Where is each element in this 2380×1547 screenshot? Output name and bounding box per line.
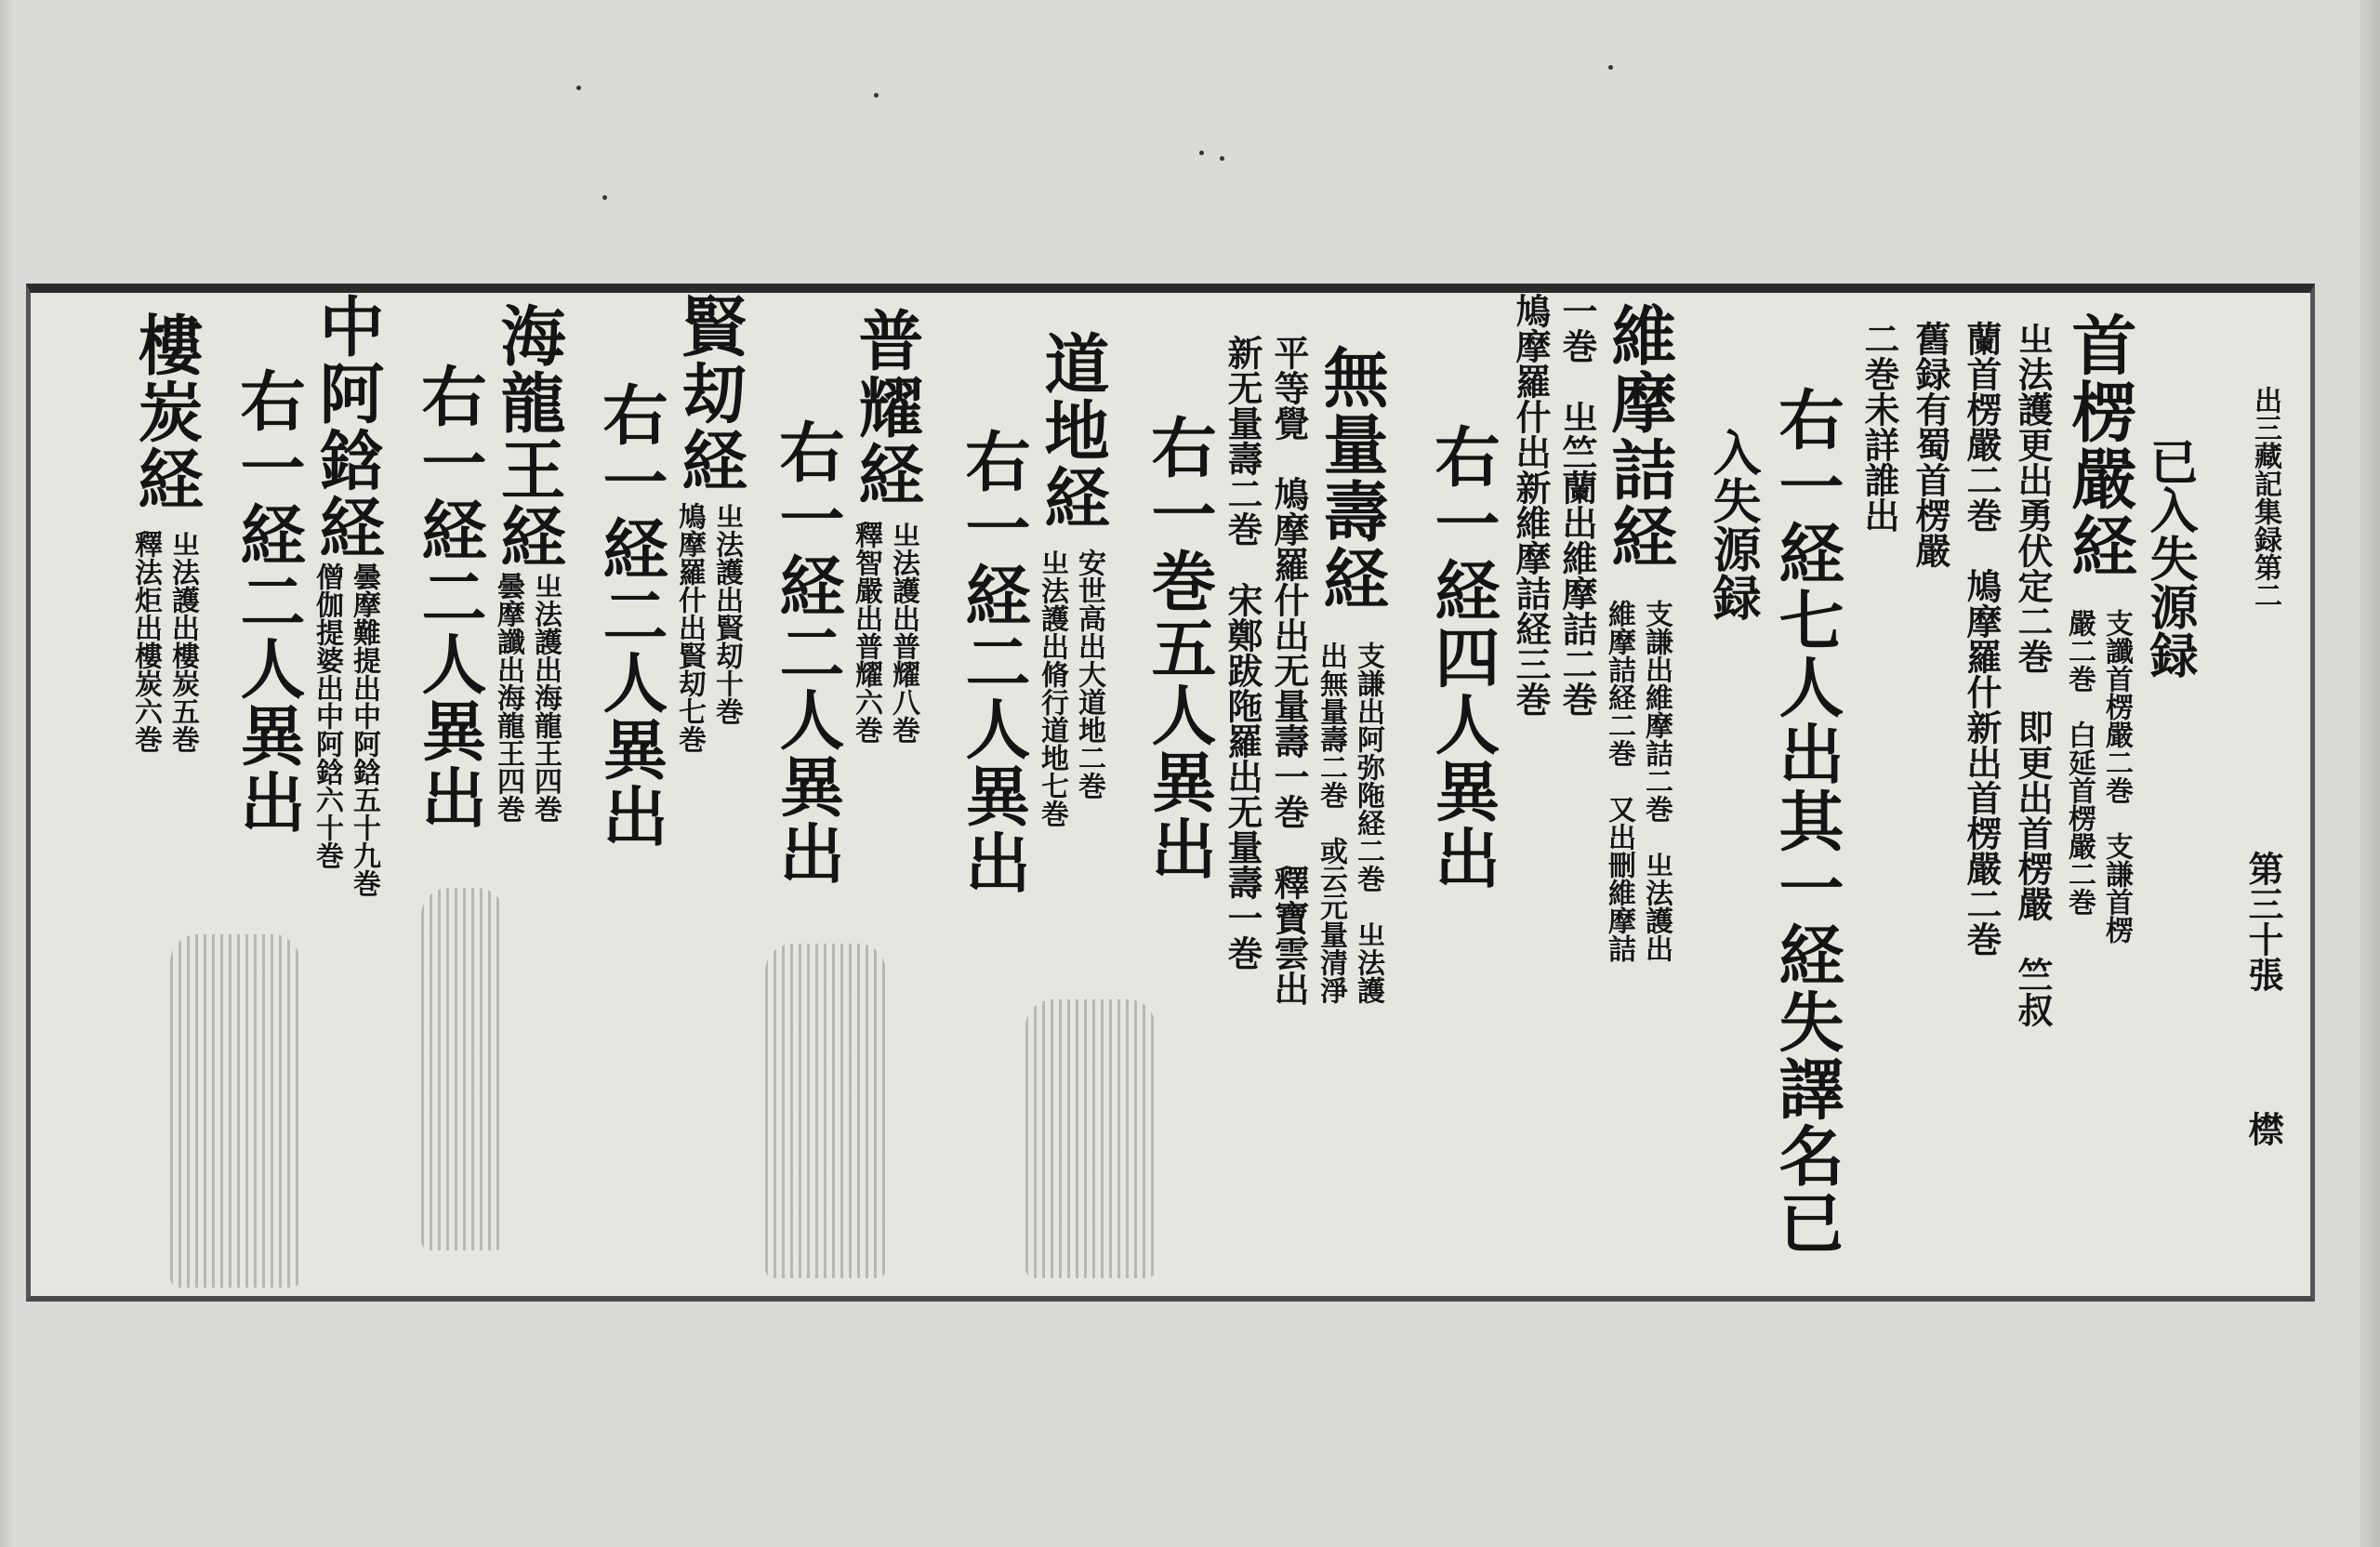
- text-line: 舊録有蜀首楞嚴: [1910, 321, 1951, 568]
- sutra-title: 中阿鋡経: [309, 293, 386, 561]
- ink-speck: [1199, 151, 1204, 155]
- sutra-note: 㞢法護出普耀八巻: [887, 521, 919, 744]
- sutra-note: 鳩摩羅什出賢刧七巻: [673, 502, 706, 753]
- sutra-note: 㞢法護出脩行道地七巻: [1036, 549, 1068, 827]
- sutra-note: 僧伽提婆出中阿鋡六十巻: [311, 562, 343, 869]
- text-line: 二巻未詳誰出: [1858, 321, 1900, 533]
- ink-speck: [1608, 65, 1613, 70]
- page-left-edge: [0, 0, 13, 1547]
- summary-line: 右一経二人異出: [411, 363, 488, 831]
- summary-line: 右一経二人異出: [230, 367, 307, 836]
- summary-line: 右一巻五人異出: [1141, 414, 1218, 882]
- printed-text-block: [26, 284, 2315, 1302]
- sutra-title: 賢刧経: [671, 293, 748, 494]
- sutra-note: 釋法炬出樓炭六巻: [129, 530, 162, 753]
- summary-line: 右一経二人異出: [592, 381, 669, 850]
- ink-speck: [874, 93, 879, 98]
- sutra-note: 㞢法護出樓炭五巻: [166, 530, 199, 753]
- sutra-title: 首楞嚴経: [2061, 311, 2138, 579]
- sutra-note: 支讖首楞嚴二巻 支謙首楞: [2100, 609, 2133, 944]
- sutra-title: 道地経: [1034, 330, 1111, 531]
- sutra-note: 支謙出阿弥陁経二巻 㞢法護: [1352, 641, 1384, 1004]
- sutra-title: 海龍王経: [490, 302, 567, 570]
- ink-speck: [576, 86, 581, 90]
- text-line: 平等覺 鳩摩羅什出无量壽一巻 釋寶雲出: [1268, 335, 1310, 1006]
- leaf-mark: 㯲: [2242, 1111, 2284, 1146]
- ink-smudge: [1025, 999, 1156, 1278]
- summary-line: 右一経二人異出: [955, 428, 1032, 896]
- sutra-note: 支謙出維摩詰二巻 㞢法護出: [1640, 600, 1673, 962]
- sutra-note: 㞢法護出海龍王四巻: [529, 572, 562, 823]
- sutra-note: 釋智嚴出普耀六巻: [850, 521, 882, 744]
- sutra-note: 維摩詰経二巻 又出刪維摩詰: [1603, 600, 1635, 962]
- volume-title: 出三藏記集録第二: [2249, 386, 2281, 609]
- sutra-note: 嚴二巻 白延首楞嚴二巻: [2063, 609, 2096, 916]
- ink-smudge: [765, 944, 886, 1278]
- text-line: 㞢法護更出勇伏定二巻 即更出首楞嚴 竺叔: [2012, 321, 2054, 1027]
- summary-line: 右一経七人出其一経失譯名已: [1768, 386, 1845, 1256]
- ink-speck: [602, 195, 607, 200]
- sutra-note: 安世高出大道地二巻: [1073, 549, 1105, 800]
- summary-line: 右一経二人異出: [769, 418, 846, 887]
- summary-line: 右一経四人異出: [1424, 423, 1501, 892]
- summary-line: 入失源録: [1704, 428, 1761, 621]
- sutra-title: 樓炭経: [127, 311, 205, 512]
- ink-speck: [1220, 156, 1224, 161]
- ink-smudge: [421, 888, 505, 1250]
- text-line: 一巻 㞢竺蘭出維摩詰二巻: [1556, 293, 1598, 717]
- sutra-note: 出無量壽二巻 或云元量清淨: [1315, 641, 1347, 1004]
- sutra-note: 曇摩讖出海龍王四巻: [492, 572, 524, 823]
- sutra-title: 普耀経: [848, 307, 925, 508]
- ink-smudge: [170, 934, 300, 1288]
- sutra-note: 曇摩難提出中阿鋡五十九巻: [348, 562, 380, 897]
- sutra-note: 㞢法護出賢刧十巻: [710, 502, 743, 725]
- text-line: 鳩摩羅什出新維摩詰経三巻: [1510, 293, 1552, 717]
- leaf-number: 第三十張: [2242, 851, 2284, 992]
- page-right-edge: [2360, 0, 2380, 1547]
- section-heading: 已入失源録: [2141, 437, 2198, 679]
- sutra-title: 無量壽経: [1313, 344, 1390, 612]
- text-line: 新无量壽二巻 宋鄭跋陁羅出无量壽一巻: [1222, 335, 1263, 971]
- sutra-title: 維摩詰経: [1601, 302, 1678, 570]
- text-line: 蘭首楞嚴二巻 鳩摩羅什新出首楞嚴二巻: [1961, 321, 2003, 957]
